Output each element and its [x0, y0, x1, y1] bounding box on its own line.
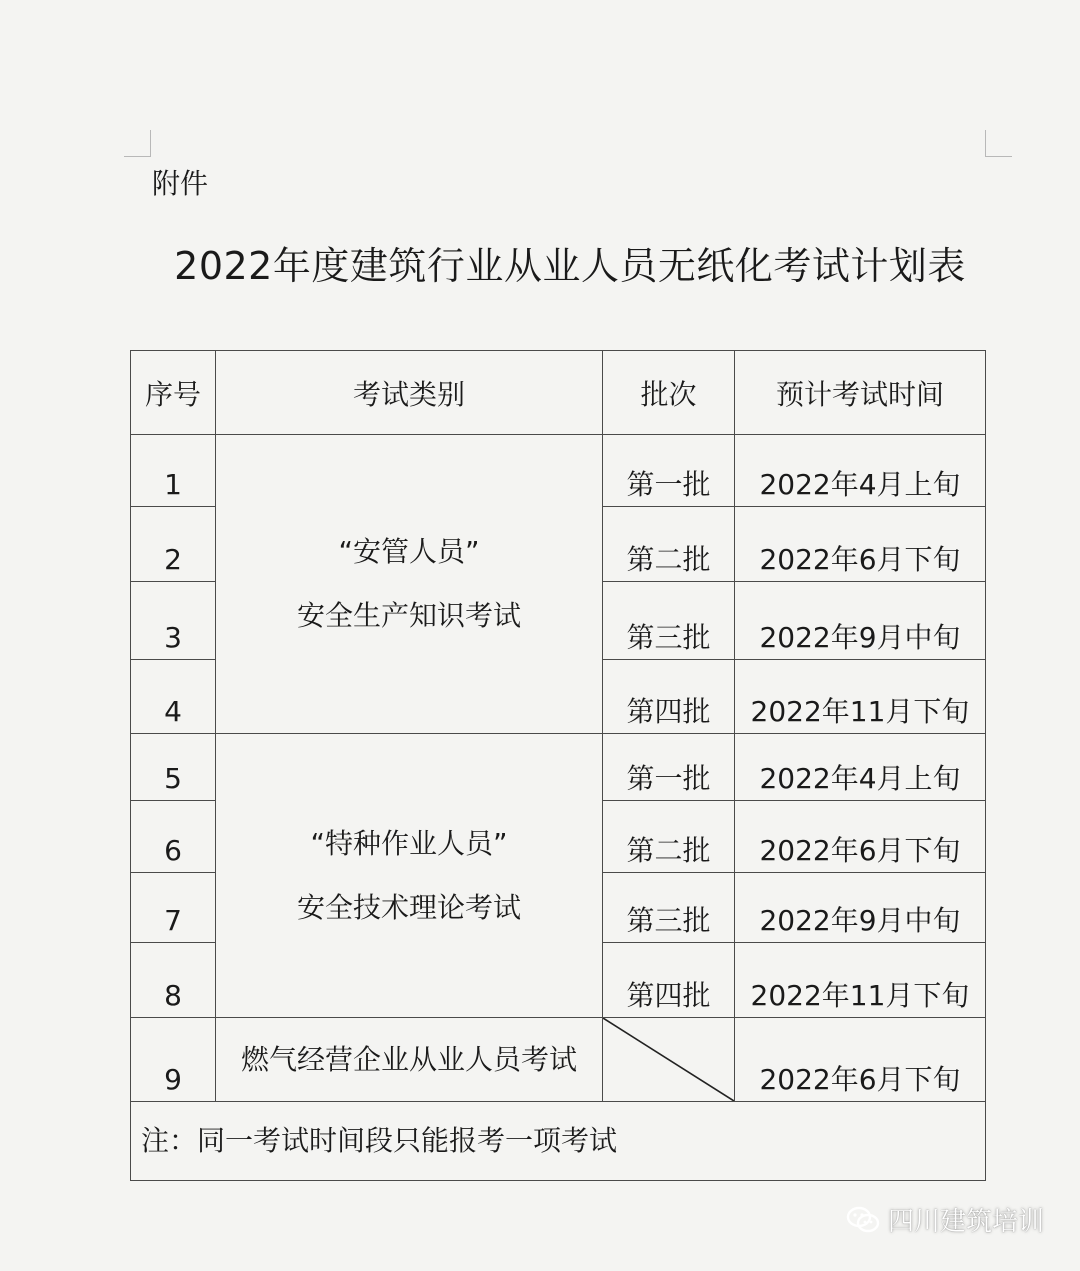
row-batch: 第二批 [603, 507, 735, 582]
category-line: “特种作业人员” [310, 826, 508, 860]
header-time: 预计考试时间 [735, 351, 986, 435]
table-note: 注：同一考试时间段只能报考一项考试 [131, 1102, 986, 1181]
header-batch: 批次 [603, 351, 735, 435]
row-time: 2022年6月下旬 [735, 507, 986, 582]
row-batch: 第三批 [603, 873, 735, 943]
row-no: 4 [131, 660, 216, 734]
exam-plan-table [130, 350, 986, 1181]
row-no: 9 [131, 1018, 216, 1102]
header-category: 考试类别 [216, 351, 603, 435]
document-title: 2022年度建筑行业从业人员无纸化考试计划表 [174, 244, 966, 288]
row-no: 1 [131, 435, 216, 507]
row-time: 2022年6月下旬 [735, 1018, 986, 1102]
row-no: 3 [131, 582, 216, 660]
row-time: 2022年4月上旬 [735, 734, 986, 801]
wechat-icon [846, 1205, 880, 1235]
account-watermark [846, 1201, 1044, 1238]
row-time: 2022年4月上旬 [735, 435, 986, 507]
row-time: 2022年6月下旬 [735, 801, 986, 873]
row-no: 6 [131, 801, 216, 873]
table-row [131, 734, 986, 801]
page-corner-mark-right [985, 130, 1012, 157]
row-time: 2022年9月中旬 [735, 873, 986, 943]
row-batch: 第二批 [603, 801, 735, 873]
page-corner-mark-left [124, 130, 151, 157]
row-batch: 第一批 [603, 435, 735, 507]
row-batch: 第三批 [603, 582, 735, 660]
category-cell [216, 1018, 603, 1102]
category-line: 安全技术理论考试 [296, 890, 521, 924]
row-no: 7 [131, 873, 216, 943]
row-batch: 第一批 [603, 734, 735, 801]
category-line: 燃气经营企业从业人员考试 [240, 1042, 577, 1076]
category-line: “安管人员” [338, 535, 480, 568]
header-no: 序号 [131, 351, 216, 435]
batch-not-applicable-cell [603, 1018, 735, 1102]
row-batch: 第四批 [603, 660, 735, 734]
diagonal-slash-icon [603, 1018, 734, 1101]
table-row [131, 1018, 986, 1102]
row-time: 2022年9月中旬 [735, 582, 986, 660]
table-row [131, 435, 986, 507]
row-no: 5 [131, 734, 216, 801]
row-batch: 第四批 [603, 943, 735, 1018]
row-no: 8 [131, 943, 216, 1018]
row-no: 2 [131, 507, 216, 582]
header-row [131, 351, 986, 435]
category-line: 安全生产知识考试 [296, 599, 521, 632]
row-time: 2022年11月下旬 [735, 943, 986, 1018]
attachment-label: 附件 [152, 167, 209, 200]
watermark-text: 四川建筑培训 [887, 1207, 1044, 1237]
row-time: 2022年11月下旬 [735, 660, 986, 734]
category-cell [216, 435, 603, 734]
note-row [131, 1102, 986, 1181]
category-cell [216, 734, 603, 1018]
